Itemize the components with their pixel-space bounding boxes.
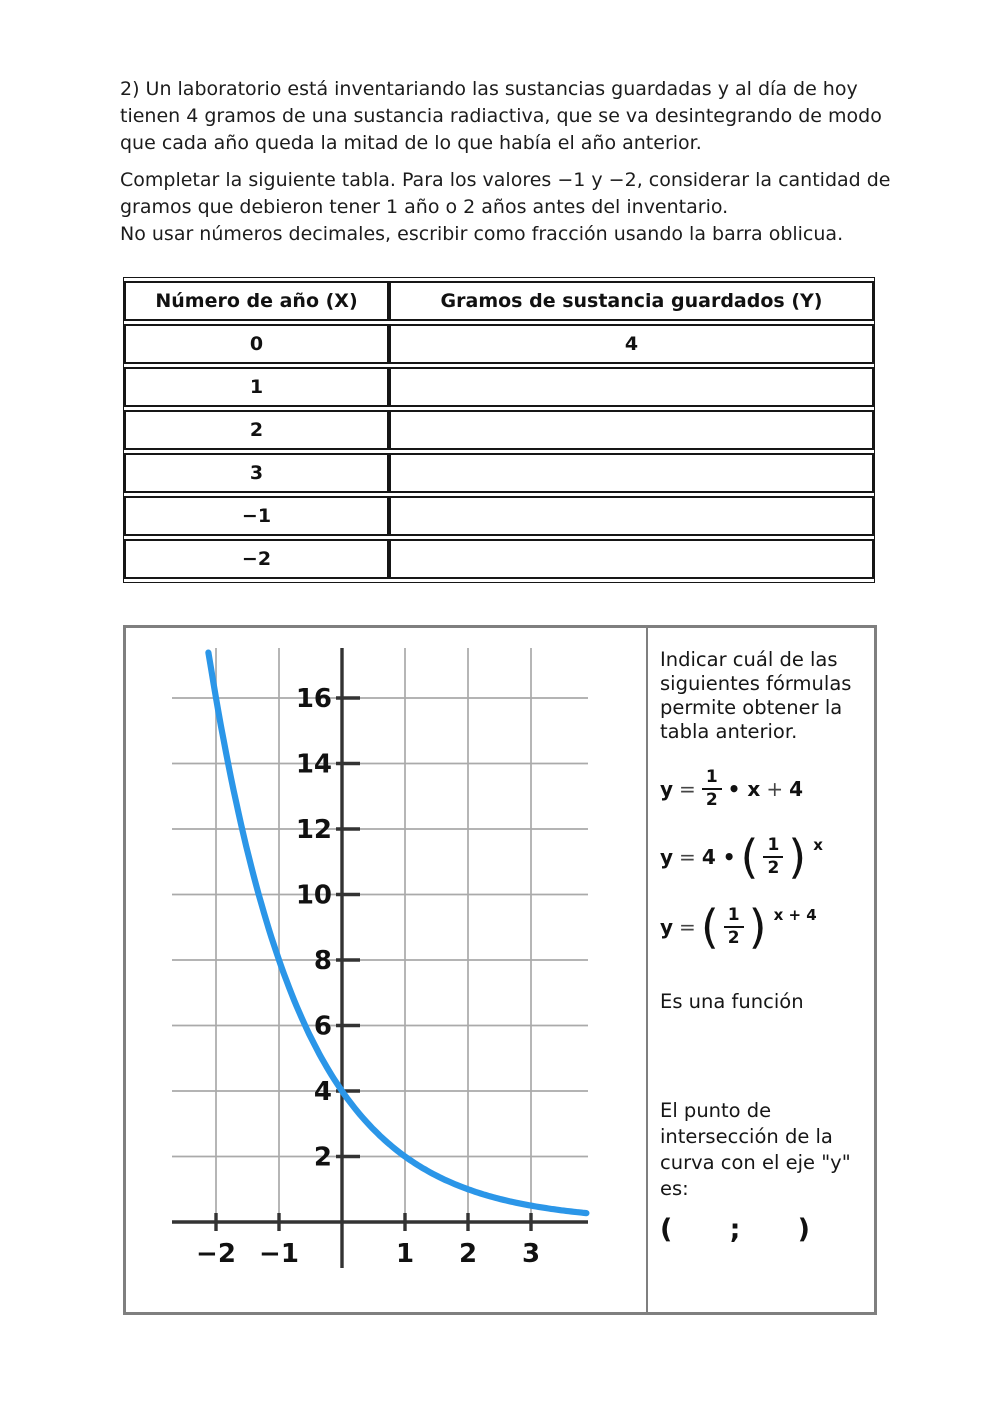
year-cell: 1 xyxy=(124,367,389,407)
svg-text:16: 16 xyxy=(295,684,332,714)
year-cell: −1 xyxy=(124,496,389,536)
problem-statement xyxy=(120,76,891,248)
table-row xyxy=(124,496,874,536)
year-cell: −2 xyxy=(124,539,389,579)
svg-text:8: 8 xyxy=(313,946,332,976)
svg-text:6: 6 xyxy=(313,1011,332,1042)
formula-option-exponential-shifted[interactable] xyxy=(660,899,868,954)
close-paren: ) xyxy=(797,1214,810,1246)
equals-sign: = xyxy=(679,845,696,870)
is-function-label: Es una función xyxy=(660,990,804,1014)
table-row xyxy=(124,367,874,407)
formula-text: y xyxy=(660,845,674,870)
question-panel xyxy=(648,628,874,1312)
svg-text:−2: −2 xyxy=(196,1239,236,1269)
equals-sign: = xyxy=(679,915,696,940)
year-cell: 2 xyxy=(124,410,389,450)
grams-answer-cell[interactable] xyxy=(389,496,874,536)
exponent: x xyxy=(813,836,823,855)
year-column-header: Número de año (X) xyxy=(124,281,389,321)
formula-option-linear[interactable] xyxy=(660,768,868,810)
statement-line: tienen 4 gramos de una sustancia radiactiva, que se va desintegrando de modo xyxy=(120,105,882,127)
grams-answer-cell[interactable] xyxy=(389,453,874,493)
formula-text: 4 xyxy=(789,777,803,802)
statement-line: 2) Un laboratorio está inventariando las sustancias guardadas y al día de hoy xyxy=(120,78,858,100)
svg-text:3: 3 xyxy=(521,1239,541,1269)
instruction-line: Completar la siguiente tabla. Para los valores −1 y −2, considerar la cantidad de xyxy=(120,169,891,191)
formula-option-exponential[interactable] xyxy=(660,829,868,884)
equals-sign: = xyxy=(679,777,696,802)
instruction-line: No usar números decimales, escribir como fracción usando la barra oblicua. xyxy=(120,223,844,245)
year-cell: 0 xyxy=(124,324,389,364)
grams-value-cell: 4 xyxy=(389,324,874,364)
svg-text:10: 10 xyxy=(295,880,332,911)
exponential-decay-chart xyxy=(126,628,646,1312)
values-table xyxy=(123,277,875,583)
close-paren: ) xyxy=(748,899,767,954)
formula-text: y xyxy=(660,915,674,940)
svg-text:2: 2 xyxy=(458,1239,478,1269)
formula-text: • x xyxy=(727,777,761,802)
close-paren: ) xyxy=(788,829,807,884)
exponent: x + 4 xyxy=(773,906,817,925)
svg-text:2: 2 xyxy=(313,1142,332,1173)
svg-text:12: 12 xyxy=(295,815,332,845)
svg-text:4: 4 xyxy=(313,1077,332,1107)
table-row xyxy=(124,539,874,579)
svg-text:−1: −1 xyxy=(259,1239,299,1269)
grams-column-header: Gramos de sustancia guardados (Y) xyxy=(389,281,874,321)
formula-prompt: Indicar cuál de las siguientes fórmulas permite obtener la tabla anterior. xyxy=(660,648,852,743)
svg-text:14: 14 xyxy=(295,749,332,780)
table-row xyxy=(124,324,874,364)
fraction-one-half: $\frac{1}{2}$ xyxy=(724,906,744,948)
table-header-row xyxy=(124,281,874,321)
open-paren: ( xyxy=(740,829,759,884)
grams-answer-cell[interactable] xyxy=(389,410,874,450)
open-paren: ( xyxy=(700,899,719,954)
open-paren: ( xyxy=(660,1214,673,1246)
table-row xyxy=(124,453,874,493)
figure-box xyxy=(123,625,877,1315)
plus-sign: + xyxy=(766,777,784,802)
grams-answer-cell[interactable] xyxy=(389,367,874,407)
instruction-line: gramos que debieron tener 1 año o 2 años antes del inventario. xyxy=(120,196,729,218)
year-cell: 3 xyxy=(124,453,389,493)
fraction-one-half: $\frac{1}{2}$ xyxy=(702,768,722,810)
intersection-question: El punto de intersección de la curva con el eje "y" es: xyxy=(660,1099,851,1201)
fraction-one-half: $\frac{1}{2}$ xyxy=(763,836,783,878)
formula-text: 4 • xyxy=(701,845,736,870)
graph-panel xyxy=(126,628,648,1312)
intersection-answer-field[interactable] xyxy=(660,1214,810,1246)
semicolon-separator: ; xyxy=(729,1214,741,1246)
statement-line: que cada año queda la mitad de lo que había el año anterior. xyxy=(120,132,702,154)
table-row xyxy=(124,410,874,450)
formula-text: y xyxy=(660,777,674,802)
svg-text:1: 1 xyxy=(395,1239,415,1269)
grams-answer-cell[interactable] xyxy=(389,539,874,579)
